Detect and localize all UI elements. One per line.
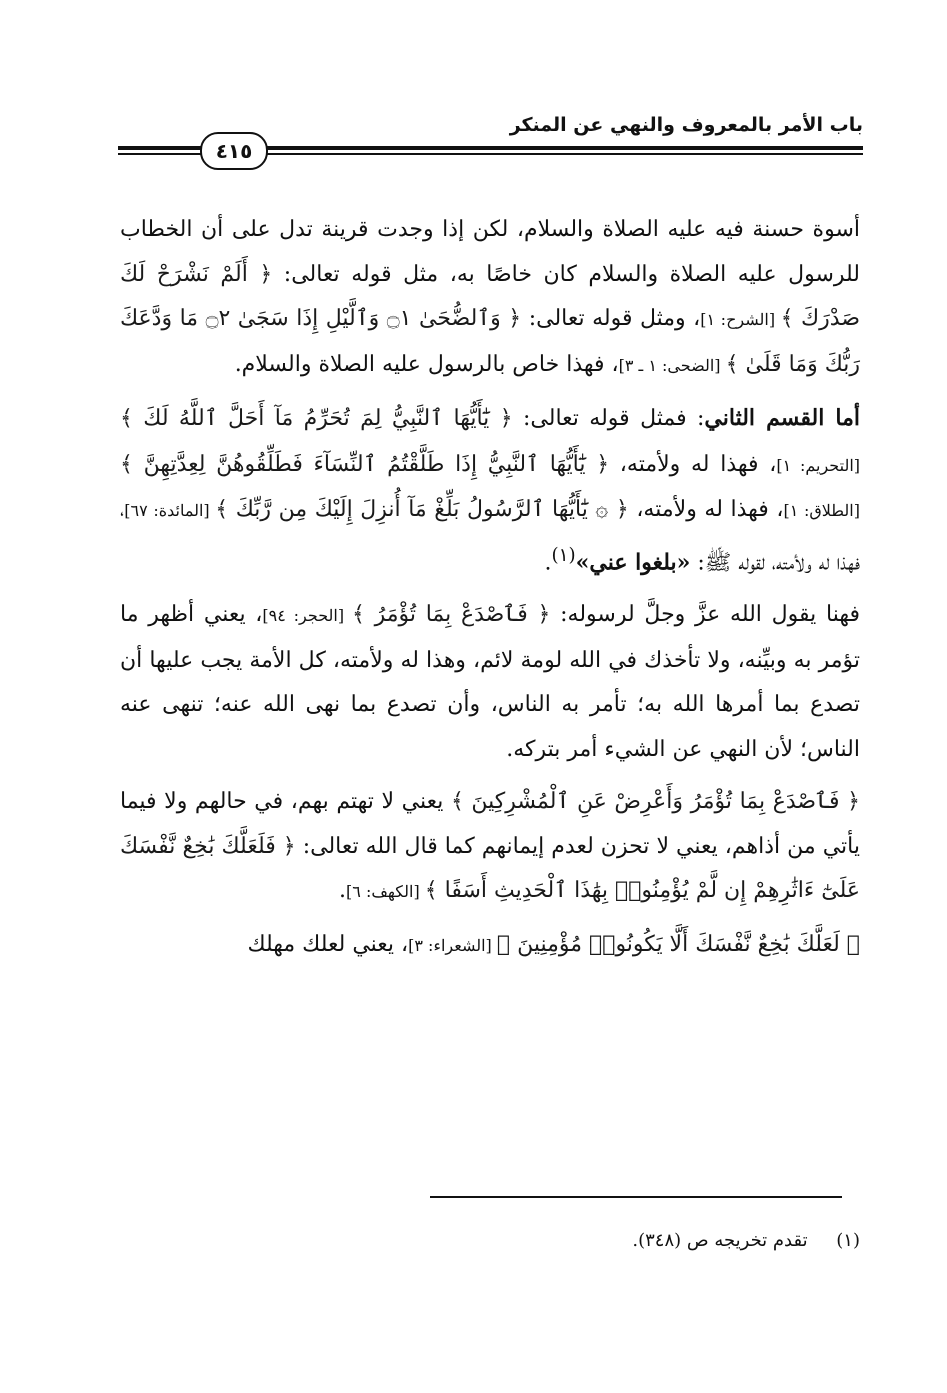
paragraph-3 bbox=[120, 593, 860, 772]
page-number: ٤١٥ bbox=[200, 132, 268, 170]
text: ، فهذا له ولأمته، bbox=[609, 451, 777, 477]
text: ، فهذا خاص بالرسول عليه الصلاة والسلام. bbox=[234, 351, 619, 377]
hadith-quote: «بلغوا عني» bbox=[575, 548, 691, 575]
text: ، ومثل قوله تعالى: bbox=[521, 306, 701, 331]
text: ، يعني أظهر ما تؤمر به وبيِّنه، ولا تأخذك في الله لومة لائم، وهذا له ولأمته، كل الأمة يجب عليها أن تصدع بما أمرها الله به؛ تأمر به الناس، وأن تصدع بما نهى الله عنه؛ تنهى عنه الناس؛ لأن النهي عن الشيء أمر بتركه. bbox=[120, 602, 860, 762]
verse-reference: [التحريم: ١] bbox=[776, 455, 861, 475]
main-text bbox=[120, 208, 860, 976]
footnote-text: تقدم تخريجه ص (٣٤٨). bbox=[632, 1230, 808, 1251]
footnote-divider bbox=[430, 1196, 842, 1198]
paragraph-1 bbox=[120, 208, 860, 388]
quran-verse: ﴿ يَٰٓأَيُّهَا ٱلنَّبِيُّ إِذَا طَلَّقْتُمُ ٱلنِّسَآءَ فَطَلِّقُوهُنَّ لِعِدَّتِهِنَّ ﴾ bbox=[120, 451, 610, 477]
chapter-title: باب الأمر بالمعروف والنهي عن المنكر bbox=[509, 114, 863, 136]
text: ، فهذا له ولأمته، لقوله ﷺ: bbox=[120, 497, 860, 575]
text: يعني لا تهتم بهم، في حالهم ولا فيما يأتي من أذاهم، يعني لا تحزن لعدم إيمانهم كما قال الله تعالى: bbox=[120, 789, 860, 859]
verse-reference: [الشعراء: ٣] bbox=[408, 935, 497, 955]
page-header bbox=[118, 108, 863, 168]
footnote bbox=[120, 1230, 860, 1251]
quran-verse: ﴿ يَٰٓأَيُّهَا ٱلنَّبِيُّ لِمَ تُحَرِّمُ مَآ أَحَلَّ ٱللَّهُ لَكَ ﴾ bbox=[120, 406, 513, 431]
section-lead: أما القسم الثاني bbox=[704, 405, 860, 431]
quran-verse: ﴿ ۞ يَٰٓأَيُّهَا ٱلرَّسُولُ بَلِّغْ مَآ أُنزِلَ إِلَيْكَ مِن رَّبِّكَ ﴾ bbox=[215, 497, 629, 522]
text: فهنا يقول الله عزَّ وجلَّ لرسوله: bbox=[550, 602, 860, 628]
text: ، يعني لعلك مهلك bbox=[247, 931, 409, 957]
paragraph-2 bbox=[120, 396, 860, 585]
quran-verse: ﴿ لَعَلَّكَ بَٰخِعٌ نَّفْسَكَ أَلَّا يَكُونُوا۟ مُؤْمِنِينَ ﴾ bbox=[496, 931, 860, 957]
verse-reference: [الضحى: ١ ـ ٣] bbox=[618, 355, 726, 375]
quran-verse: ﴿ وَٱلضُّحَىٰ ۝١ وَٱلَّيْلِ إِذَا سَجَىٰ ۝٢ مَا وَدَّعَكَ رَبُّكَ وَمَا قَلَىٰ ﴾ bbox=[120, 306, 860, 377]
text: . bbox=[544, 549, 552, 575]
text: : فمثل قوله تعالى: bbox=[512, 406, 705, 431]
verse-reference: [الحجر: ٩٤] bbox=[262, 606, 352, 626]
quran-verse: ﴿ فَلَعَلَّكَ بَٰخِعٌ نَّفْسَكَ عَلَىٰٓ ءَاثَٰرِهِمْ إِن لَّمْ يُؤْمِنُوا۟ بِهَٰذَا ٱلْحَدِيثِ أَسَفًا ﴾ bbox=[120, 833, 860, 904]
text: ، فهذا له ولأمته، bbox=[628, 497, 784, 522]
text: . bbox=[339, 878, 347, 904]
footnote-marker[interactable]: (١) bbox=[551, 544, 576, 566]
quran-verse: ﴿ فَٱصْدَعْ بِمَا تُؤْمَرُ وَأَعْرِضْ عَنِ ٱلْمُشْرِكِينَ ﴾ bbox=[450, 789, 860, 815]
verse-reference: [الكهف: ٦] bbox=[346, 882, 425, 902]
footnote-number: (١) bbox=[836, 1230, 860, 1251]
paragraph-4 bbox=[120, 780, 860, 915]
text: أسوة حسنة فيه عليه الصلاة والسلام، لكن إذا وجدت قرينة تدل على أن الخطاب للرسول عليه الصلاة والسلام كان خاصًا به، مثل قوله تعالى: bbox=[120, 217, 861, 287]
quran-verse: ﴿ أَلَمْ نَشْرَحْ لَكَ صَدْرَكَ ﴾ bbox=[120, 261, 861, 331]
verse-reference: [الطلاق: ١] bbox=[783, 501, 860, 520]
quran-verse: ﴿ فَٱصْدَعْ بِمَا تُؤْمَرُ ﴾ bbox=[351, 602, 551, 628]
paragraph-5 bbox=[120, 923, 860, 969]
verse-reference: [الشرح: ١] bbox=[700, 310, 781, 329]
verse-reference: [المائدة: ٦٧] bbox=[124, 501, 216, 520]
